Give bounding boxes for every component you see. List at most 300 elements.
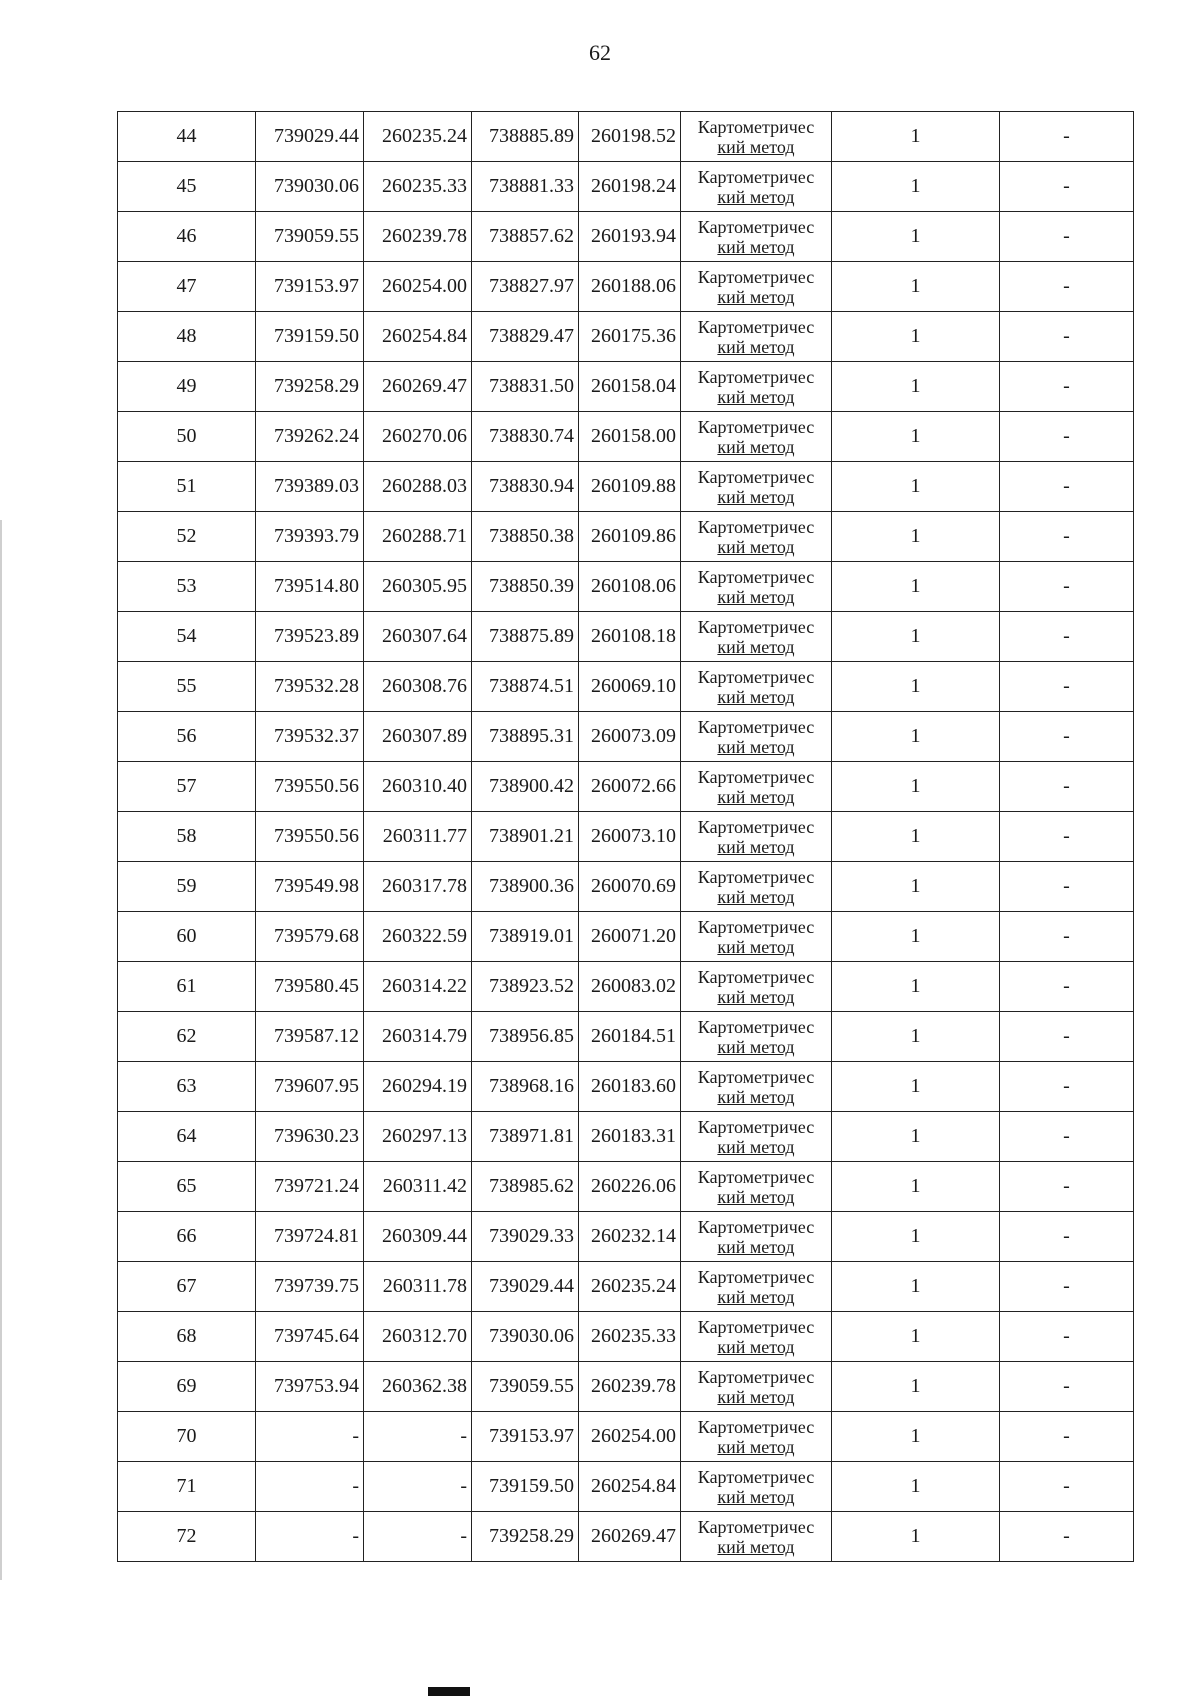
method-cell — [681, 1262, 832, 1312]
existing-y-cell: 260254.84 — [364, 312, 472, 362]
accuracy-cell: 1 — [832, 162, 1000, 212]
method-cell — [681, 912, 832, 962]
new-y-cell: 260072.66 — [579, 762, 681, 812]
method-cell — [681, 1312, 832, 1362]
note-cell: - — [1000, 1462, 1134, 1512]
existing-y-cell: 260322.59 — [364, 912, 472, 962]
method-cell — [681, 812, 832, 862]
note-cell: - — [1000, 1512, 1134, 1562]
table-row — [118, 1412, 1134, 1462]
existing-y-cell: - — [364, 1412, 472, 1462]
table-row — [118, 462, 1134, 512]
new-y-cell: 260183.31 — [579, 1112, 681, 1162]
point-number-cell: 72 — [118, 1512, 256, 1562]
note-cell: - — [1000, 1312, 1134, 1362]
table-row — [118, 262, 1134, 312]
accuracy-cell: 1 — [832, 762, 1000, 812]
method-cell — [681, 1212, 832, 1262]
point-number-cell: 69 — [118, 1362, 256, 1412]
accuracy-cell: 1 — [832, 1412, 1000, 1462]
new-x-cell: 739030.06 — [472, 1312, 579, 1362]
method-cell — [681, 1012, 832, 1062]
note-cell: - — [1000, 312, 1134, 362]
note-cell: - — [1000, 1412, 1134, 1462]
existing-x-cell: 739029.44 — [256, 112, 364, 162]
existing-x-cell: 739532.37 — [256, 712, 364, 762]
method-line-2: кий метод — [717, 586, 795, 607]
method-cell — [681, 562, 832, 612]
table-row — [118, 1312, 1134, 1362]
point-number-cell: 47 — [118, 262, 256, 312]
new-x-cell: 738830.74 — [472, 412, 579, 462]
accuracy-cell: 1 — [832, 562, 1000, 612]
accuracy-cell: 1 — [832, 512, 1000, 562]
point-number-cell: 51 — [118, 462, 256, 512]
new-y-cell: 260193.94 — [579, 212, 681, 262]
point-number-cell: 58 — [118, 812, 256, 862]
table-row — [118, 762, 1134, 812]
existing-x-cell: 739607.95 — [256, 1062, 364, 1112]
method-cell — [681, 162, 832, 212]
point-number-cell: 64 — [118, 1112, 256, 1162]
new-y-cell: 260109.88 — [579, 462, 681, 512]
method-line-2: кий метод — [717, 486, 795, 507]
existing-x-cell: 739550.56 — [256, 762, 364, 812]
note-cell: - — [1000, 1212, 1134, 1262]
accuracy-cell: 1 — [832, 362, 1000, 412]
existing-y-cell: 260269.47 — [364, 362, 472, 412]
table-row — [118, 712, 1134, 762]
method-line-2: кий метод — [717, 286, 795, 307]
accuracy-cell: 1 — [832, 112, 1000, 162]
new-y-cell: 260158.04 — [579, 362, 681, 412]
accuracy-cell: 1 — [832, 1212, 1000, 1262]
existing-y-cell: 260288.71 — [364, 512, 472, 562]
table-row — [118, 812, 1134, 862]
method-line-1: Картометричес — [697, 1516, 815, 1537]
table-row — [118, 112, 1134, 162]
method-cell — [681, 112, 832, 162]
note-cell: - — [1000, 1062, 1134, 1112]
point-number-cell: 60 — [118, 912, 256, 962]
method-line-1: Картометричес — [697, 816, 815, 837]
new-x-cell: 739029.33 — [472, 1212, 579, 1262]
accuracy-cell: 1 — [832, 812, 1000, 862]
method-line-2: кий метод — [717, 1336, 795, 1357]
existing-x-cell: 739393.79 — [256, 512, 364, 562]
accuracy-cell: 1 — [832, 962, 1000, 1012]
method-cell — [681, 1162, 832, 1212]
method-cell — [681, 962, 832, 1012]
new-y-cell: 260070.69 — [579, 862, 681, 912]
table-row — [118, 862, 1134, 912]
accuracy-cell: 1 — [832, 1362, 1000, 1412]
point-number-cell: 65 — [118, 1162, 256, 1212]
method-cell — [681, 712, 832, 762]
new-x-cell: 738850.38 — [472, 512, 579, 562]
existing-x-cell: 739059.55 — [256, 212, 364, 262]
table-row — [118, 1012, 1134, 1062]
existing-y-cell: 260314.22 — [364, 962, 472, 1012]
point-number-cell: 67 — [118, 1262, 256, 1312]
existing-x-cell: 739153.97 — [256, 262, 364, 312]
point-number-cell: 50 — [118, 412, 256, 462]
existing-y-cell: 260362.38 — [364, 1362, 472, 1412]
new-x-cell: 738919.01 — [472, 912, 579, 962]
point-number-cell: 71 — [118, 1462, 256, 1512]
method-line-2: кий метод — [717, 1486, 795, 1507]
method-line-2: кий метод — [717, 336, 795, 357]
method-line-2: кий метод — [717, 1086, 795, 1107]
existing-x-cell: 739550.56 — [256, 812, 364, 862]
method-line-1: Картометричес — [697, 416, 815, 437]
method-line-1: Картометричес — [697, 116, 815, 137]
existing-x-cell: 739389.03 — [256, 462, 364, 512]
method-line-2: кий метод — [717, 636, 795, 657]
new-x-cell: 738923.52 — [472, 962, 579, 1012]
existing-x-cell: 739753.94 — [256, 1362, 364, 1412]
new-y-cell: 260073.09 — [579, 712, 681, 762]
accuracy-cell: 1 — [832, 412, 1000, 462]
existing-y-cell: 260317.78 — [364, 862, 472, 912]
accuracy-cell: 1 — [832, 1512, 1000, 1562]
existing-x-cell: 739262.24 — [256, 412, 364, 462]
table-row — [118, 1212, 1134, 1262]
note-cell: - — [1000, 812, 1134, 862]
method-line-1: Картометричес — [697, 1316, 815, 1337]
note-cell: - — [1000, 512, 1134, 562]
method-line-1: Картометричес — [697, 566, 815, 587]
existing-x-cell: 739630.23 — [256, 1112, 364, 1162]
accuracy-cell: 1 — [832, 1012, 1000, 1062]
table-row — [118, 1512, 1134, 1562]
method-cell — [681, 512, 832, 562]
point-number-cell: 48 — [118, 312, 256, 362]
method-line-2: кий метод — [717, 1536, 795, 1557]
existing-x-cell: 739745.64 — [256, 1312, 364, 1362]
method-line-1: Картометричес — [697, 716, 815, 737]
note-cell: - — [1000, 762, 1134, 812]
method-cell — [681, 412, 832, 462]
point-number-cell: 62 — [118, 1012, 256, 1062]
table-row — [118, 362, 1134, 412]
method-line-1: Картометричес — [697, 866, 815, 887]
accuracy-cell: 1 — [832, 1112, 1000, 1162]
method-line-2: кий метод — [717, 436, 795, 457]
note-cell: - — [1000, 112, 1134, 162]
table-row — [118, 662, 1134, 712]
table-row — [118, 1162, 1134, 1212]
existing-x-cell: 739579.68 — [256, 912, 364, 962]
new-x-cell: 738850.39 — [472, 562, 579, 612]
new-y-cell: 260184.51 — [579, 1012, 681, 1062]
new-y-cell: 260083.02 — [579, 962, 681, 1012]
point-number-cell: 56 — [118, 712, 256, 762]
note-cell: - — [1000, 862, 1134, 912]
new-x-cell: 738827.97 — [472, 262, 579, 312]
existing-x-cell: - — [256, 1462, 364, 1512]
table-row — [118, 1062, 1134, 1112]
table-row — [118, 612, 1134, 662]
point-number-cell: 49 — [118, 362, 256, 412]
method-line-2: кий метод — [717, 236, 795, 257]
method-line-1: Картометричес — [697, 1466, 815, 1487]
new-x-cell: 738881.33 — [472, 162, 579, 212]
method-cell — [681, 362, 832, 412]
point-number-cell: 66 — [118, 1212, 256, 1262]
method-line-1: Картометричес — [697, 916, 815, 937]
point-number-cell: 44 — [118, 112, 256, 162]
existing-x-cell: - — [256, 1512, 364, 1562]
existing-y-cell: 260307.89 — [364, 712, 472, 762]
accuracy-cell: 1 — [832, 462, 1000, 512]
method-line-2: кий метод — [717, 536, 795, 557]
method-cell — [681, 262, 832, 312]
method-line-1: Картометричес — [697, 1416, 815, 1437]
existing-y-cell: 260288.03 — [364, 462, 472, 512]
new-y-cell: 260235.24 — [579, 1262, 681, 1312]
accuracy-cell: 1 — [832, 1462, 1000, 1512]
existing-y-cell: 260235.24 — [364, 112, 472, 162]
method-cell — [681, 612, 832, 662]
method-line-2: кий метод — [717, 836, 795, 857]
note-cell: - — [1000, 1362, 1134, 1412]
method-line-2: кий метод — [717, 986, 795, 1007]
accuracy-cell: 1 — [832, 1262, 1000, 1312]
table-row — [118, 962, 1134, 1012]
note-cell: - — [1000, 962, 1134, 1012]
method-line-1: Картометричес — [697, 316, 815, 337]
method-cell — [681, 1512, 832, 1562]
new-y-cell: 260239.78 — [579, 1362, 681, 1412]
point-number-cell: 54 — [118, 612, 256, 662]
existing-y-cell: 260311.77 — [364, 812, 472, 862]
point-number-cell: 57 — [118, 762, 256, 812]
method-cell — [681, 1462, 832, 1512]
new-x-cell: 738875.89 — [472, 612, 579, 662]
accuracy-cell: 1 — [832, 1062, 1000, 1112]
point-number-cell: 68 — [118, 1312, 256, 1362]
method-line-2: кий метод — [717, 386, 795, 407]
scan-mark — [428, 1687, 470, 1696]
existing-x-cell: 739580.45 — [256, 962, 364, 1012]
new-x-cell: 738874.51 — [472, 662, 579, 712]
new-y-cell: 260269.47 — [579, 1512, 681, 1562]
new-y-cell: 260069.10 — [579, 662, 681, 712]
method-line-2: кий метод — [717, 1236, 795, 1257]
note-cell: - — [1000, 1262, 1134, 1312]
new-x-cell: 739059.55 — [472, 1362, 579, 1412]
note-cell: - — [1000, 1112, 1134, 1162]
new-y-cell: 260158.00 — [579, 412, 681, 462]
existing-x-cell: 739721.24 — [256, 1162, 364, 1212]
point-number-cell: 55 — [118, 662, 256, 712]
accuracy-cell: 1 — [832, 212, 1000, 262]
new-x-cell: 738830.94 — [472, 462, 579, 512]
table-row — [118, 1262, 1134, 1312]
note-cell: - — [1000, 1012, 1134, 1062]
new-x-cell: 738900.36 — [472, 862, 579, 912]
table-row — [118, 212, 1134, 262]
method-line-2: кий метод — [717, 1286, 795, 1307]
existing-x-cell: 739549.98 — [256, 862, 364, 912]
existing-x-cell: 739159.50 — [256, 312, 364, 362]
method-line-2: кий метод — [717, 736, 795, 757]
note-cell: - — [1000, 262, 1134, 312]
new-y-cell: 260108.18 — [579, 612, 681, 662]
method-line-1: Картометричес — [697, 516, 815, 537]
method-line-2: кий метод — [717, 786, 795, 807]
point-number-cell: 45 — [118, 162, 256, 212]
table-row — [118, 912, 1134, 962]
existing-x-cell: 739514.80 — [256, 562, 364, 612]
method-line-1: Картометричес — [697, 1266, 815, 1287]
method-cell — [681, 462, 832, 512]
existing-x-cell: 739532.28 — [256, 662, 364, 712]
note-cell: - — [1000, 662, 1134, 712]
new-x-cell: 738885.89 — [472, 112, 579, 162]
new-y-cell: 260235.33 — [579, 1312, 681, 1362]
existing-y-cell: 260305.95 — [364, 562, 472, 612]
accuracy-cell: 1 — [832, 712, 1000, 762]
method-line-2: кий метод — [717, 1036, 795, 1057]
new-y-cell: 260183.60 — [579, 1062, 681, 1112]
new-y-cell: 260254.00 — [579, 1412, 681, 1462]
existing-y-cell: 260311.78 — [364, 1262, 472, 1312]
coordinates-table-container — [117, 111, 1133, 1562]
note-cell: - — [1000, 162, 1134, 212]
method-line-1: Картометричес — [697, 466, 815, 487]
method-line-2: кий метод — [717, 136, 795, 157]
table-row — [118, 512, 1134, 562]
existing-y-cell: 260235.33 — [364, 162, 472, 212]
existing-y-cell: 260294.19 — [364, 1062, 472, 1112]
new-x-cell: 738956.85 — [472, 1012, 579, 1062]
new-x-cell: 738829.47 — [472, 312, 579, 362]
note-cell: - — [1000, 212, 1134, 262]
note-cell: - — [1000, 612, 1134, 662]
method-line-2: кий метод — [717, 186, 795, 207]
new-x-cell: 738985.62 — [472, 1162, 579, 1212]
page-number: 62 — [589, 40, 611, 65]
note-cell: - — [1000, 712, 1134, 762]
new-y-cell: 260071.20 — [579, 912, 681, 962]
existing-y-cell: 260307.64 — [364, 612, 472, 662]
table-body — [118, 112, 1134, 1562]
new-y-cell: 260254.84 — [579, 1462, 681, 1512]
new-y-cell: 260175.36 — [579, 312, 681, 362]
point-number-cell: 52 — [118, 512, 256, 562]
method-cell — [681, 1112, 832, 1162]
method-line-1: Картометричес — [697, 966, 815, 987]
table-row — [118, 1362, 1134, 1412]
new-y-cell: 260109.86 — [579, 512, 681, 562]
method-line-1: Картометричес — [697, 166, 815, 187]
point-number-cell: 53 — [118, 562, 256, 612]
method-line-1: Картометричес — [697, 216, 815, 237]
existing-y-cell: 260311.42 — [364, 1162, 472, 1212]
new-x-cell: 738900.42 — [472, 762, 579, 812]
accuracy-cell: 1 — [832, 262, 1000, 312]
scan-margin-line — [0, 520, 2, 1580]
existing-y-cell: 260312.70 — [364, 1312, 472, 1362]
method-line-1: Картометричес — [697, 1216, 815, 1237]
method-line-2: кий метод — [717, 686, 795, 707]
new-x-cell: 738901.21 — [472, 812, 579, 862]
point-number-cell: 61 — [118, 962, 256, 1012]
method-line-2: кий метод — [717, 936, 795, 957]
method-cell — [681, 1412, 832, 1462]
method-cell — [681, 312, 832, 362]
new-x-cell: 739153.97 — [472, 1412, 579, 1462]
existing-x-cell: - — [256, 1412, 364, 1462]
note-cell: - — [1000, 412, 1134, 462]
method-cell — [681, 762, 832, 812]
method-cell — [681, 662, 832, 712]
new-y-cell: 260226.06 — [579, 1162, 681, 1212]
accuracy-cell: 1 — [832, 1312, 1000, 1362]
method-cell — [681, 1362, 832, 1412]
accuracy-cell: 1 — [832, 662, 1000, 712]
existing-x-cell: 739724.81 — [256, 1212, 364, 1262]
new-x-cell: 738971.81 — [472, 1112, 579, 1162]
new-x-cell: 738968.16 — [472, 1062, 579, 1112]
existing-y-cell: 260254.00 — [364, 262, 472, 312]
existing-y-cell: 260270.06 — [364, 412, 472, 462]
new-x-cell: 738857.62 — [472, 212, 579, 262]
existing-x-cell: 739587.12 — [256, 1012, 364, 1062]
note-cell: - — [1000, 562, 1134, 612]
existing-x-cell: 739030.06 — [256, 162, 364, 212]
method-line-1: Картометричес — [697, 616, 815, 637]
new-x-cell: 739258.29 — [472, 1512, 579, 1562]
existing-x-cell: 739523.89 — [256, 612, 364, 662]
method-line-1: Картометричес — [697, 666, 815, 687]
existing-y-cell: 260314.79 — [364, 1012, 472, 1062]
accuracy-cell: 1 — [832, 312, 1000, 362]
note-cell: - — [1000, 462, 1134, 512]
accuracy-cell: 1 — [832, 1162, 1000, 1212]
accuracy-cell: 1 — [832, 862, 1000, 912]
table-row — [118, 312, 1134, 362]
method-line-1: Картометричес — [697, 1166, 815, 1187]
table-row — [118, 562, 1134, 612]
new-y-cell: 260232.14 — [579, 1212, 681, 1262]
point-number-cell: 70 — [118, 1412, 256, 1462]
table-row — [118, 162, 1134, 212]
existing-x-cell: 739258.29 — [256, 362, 364, 412]
existing-y-cell: - — [364, 1462, 472, 1512]
existing-y-cell: 260310.40 — [364, 762, 472, 812]
method-line-1: Картометричес — [697, 1016, 815, 1037]
table-row — [118, 1112, 1134, 1162]
point-number-cell: 63 — [118, 1062, 256, 1112]
method-line-2: кий метод — [717, 1136, 795, 1157]
method-line-2: кий метод — [717, 886, 795, 907]
method-line-1: Картометричес — [697, 1366, 815, 1387]
new-x-cell: 738831.50 — [472, 362, 579, 412]
new-x-cell: 739159.50 — [472, 1462, 579, 1512]
method-cell — [681, 1062, 832, 1112]
method-line-1: Картометричес — [697, 766, 815, 787]
method-line-1: Картометричес — [697, 1116, 815, 1137]
existing-y-cell: 260297.13 — [364, 1112, 472, 1162]
existing-y-cell: - — [364, 1512, 472, 1562]
accuracy-cell: 1 — [832, 912, 1000, 962]
method-line-2: кий метод — [717, 1186, 795, 1207]
method-line-2: кий метод — [717, 1436, 795, 1457]
new-x-cell: 738895.31 — [472, 712, 579, 762]
